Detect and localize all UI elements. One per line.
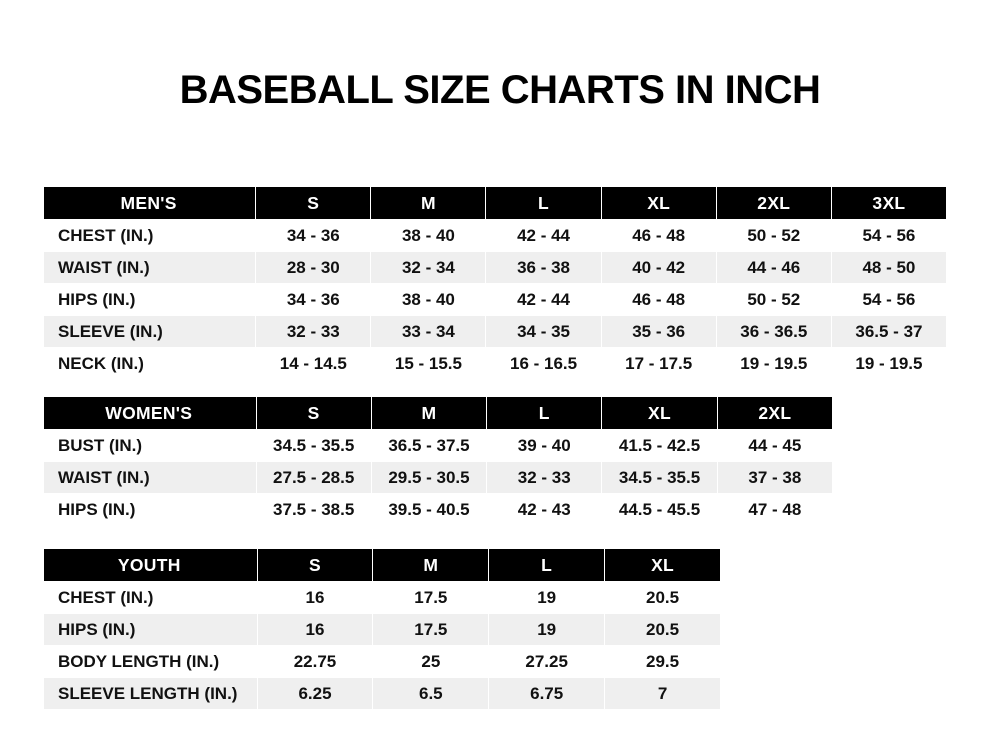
cell: 34 - 36 [256, 284, 371, 316]
cell: 33 - 34 [371, 316, 486, 348]
youth-table-title: YOUTH [44, 549, 258, 582]
column-header-3xl: 3XL [831, 187, 946, 220]
column-header-xl: XL [601, 187, 716, 220]
table-row [44, 316, 947, 348]
cell: 16 [257, 582, 373, 614]
row-label: NECK (IN.) [44, 348, 256, 380]
cell: 39 - 40 [487, 430, 602, 462]
mens-size-table [43, 186, 947, 380]
cell: 54 - 56 [831, 220, 946, 252]
table-row [44, 646, 721, 678]
cell: 50 - 52 [716, 220, 831, 252]
mens-table-title: MEN'S [44, 187, 256, 220]
table-row [44, 284, 947, 316]
column-header-l: L [486, 187, 601, 220]
cell: 36.5 - 37 [831, 316, 946, 348]
youth-size-table [43, 548, 721, 710]
cell: 32 - 34 [371, 252, 486, 284]
table-row [44, 582, 721, 614]
column-header-m: M [371, 187, 486, 220]
cell: 35 - 36 [601, 316, 716, 348]
cell: 42 - 44 [486, 284, 601, 316]
table-row [44, 220, 947, 252]
cell: 19 [489, 614, 605, 646]
table-row [44, 348, 947, 380]
cell: 50 - 52 [716, 284, 831, 316]
cell: 22.75 [257, 646, 373, 678]
cell: 36 - 36.5 [716, 316, 831, 348]
cell: 47 - 48 [717, 494, 832, 526]
cell: 39.5 - 40.5 [371, 494, 486, 526]
column-header-s: S [257, 549, 373, 582]
table-row [44, 462, 833, 494]
womens-size-table [43, 396, 833, 526]
cell: 34.5 - 35.5 [602, 462, 717, 494]
row-label: HIPS (IN.) [44, 284, 256, 316]
cell: 42 - 43 [487, 494, 602, 526]
cell: 19 - 19.5 [831, 348, 946, 380]
cell: 37 - 38 [717, 462, 832, 494]
cell: 38 - 40 [371, 284, 486, 316]
row-label: WAIST (IN.) [44, 462, 257, 494]
cell: 34 - 35 [486, 316, 601, 348]
cell: 41.5 - 42.5 [602, 430, 717, 462]
cell: 44.5 - 45.5 [602, 494, 717, 526]
cell: 19 [489, 582, 605, 614]
cell: 42 - 44 [486, 220, 601, 252]
cell: 46 - 48 [601, 284, 716, 316]
cell: 16 [257, 614, 373, 646]
table-row [44, 614, 721, 646]
table-header-row [44, 187, 947, 220]
cell: 29.5 - 30.5 [371, 462, 486, 494]
column-header-xl: XL [605, 549, 721, 582]
cell: 28 - 30 [256, 252, 371, 284]
cell: 6.25 [257, 678, 373, 710]
row-label: BUST (IN.) [44, 430, 257, 462]
column-header-2xl: 2XL [716, 187, 831, 220]
table-row [44, 252, 947, 284]
cell: 44 - 45 [717, 430, 832, 462]
cell: 14 - 14.5 [256, 348, 371, 380]
column-header-2xl: 2XL [717, 397, 832, 430]
row-label: BODY LENGTH (IN.) [44, 646, 258, 678]
row-label: HIPS (IN.) [44, 494, 257, 526]
column-header-m: M [371, 397, 486, 430]
row-label: WAIST (IN.) [44, 252, 256, 284]
womens-table-title: WOMEN'S [44, 397, 257, 430]
cell: 48 - 50 [831, 252, 946, 284]
cell: 54 - 56 [831, 284, 946, 316]
cell: 20.5 [605, 582, 721, 614]
cell: 34 - 36 [256, 220, 371, 252]
cell: 27.5 - 28.5 [256, 462, 371, 494]
cell: 7 [605, 678, 721, 710]
cell: 44 - 46 [716, 252, 831, 284]
cell: 17.5 [373, 614, 489, 646]
cell: 36 - 38 [486, 252, 601, 284]
cell: 34.5 - 35.5 [256, 430, 371, 462]
page-title: BASEBALL SIZE CHARTS IN INCH [179, 68, 821, 112]
cell: 17 - 17.5 [601, 348, 716, 380]
cell: 6.5 [373, 678, 489, 710]
row-label: SLEEVE LENGTH (IN.) [44, 678, 258, 710]
column-header-s: S [256, 397, 371, 430]
cell: 32 - 33 [256, 316, 371, 348]
row-label: CHEST (IN.) [44, 582, 258, 614]
column-header-m: M [373, 549, 489, 582]
cell: 40 - 42 [601, 252, 716, 284]
cell: 17.5 [373, 582, 489, 614]
cell: 20.5 [605, 614, 721, 646]
cell: 36.5 - 37.5 [371, 430, 486, 462]
column-header-l: L [487, 397, 602, 430]
table-row [44, 430, 833, 462]
cell: 32 - 33 [487, 462, 602, 494]
column-header-l: L [489, 549, 605, 582]
cell: 27.25 [489, 646, 605, 678]
column-header-s: S [256, 187, 371, 220]
cell: 15 - 15.5 [371, 348, 486, 380]
cell: 16 - 16.5 [486, 348, 601, 380]
row-label: SLEEVE (IN.) [44, 316, 256, 348]
cell: 46 - 48 [601, 220, 716, 252]
table-header-row [44, 549, 721, 582]
cell: 6.75 [489, 678, 605, 710]
cell: 19 - 19.5 [716, 348, 831, 380]
cell: 38 - 40 [371, 220, 486, 252]
cell: 25 [373, 646, 489, 678]
table-row [44, 494, 833, 526]
row-label: HIPS (IN.) [44, 614, 258, 646]
column-header-xl: XL [602, 397, 717, 430]
cell: 29.5 [605, 646, 721, 678]
cell: 37.5 - 38.5 [256, 494, 371, 526]
table-row [44, 678, 721, 710]
row-label: CHEST (IN.) [44, 220, 256, 252]
table-header-row [44, 397, 833, 430]
